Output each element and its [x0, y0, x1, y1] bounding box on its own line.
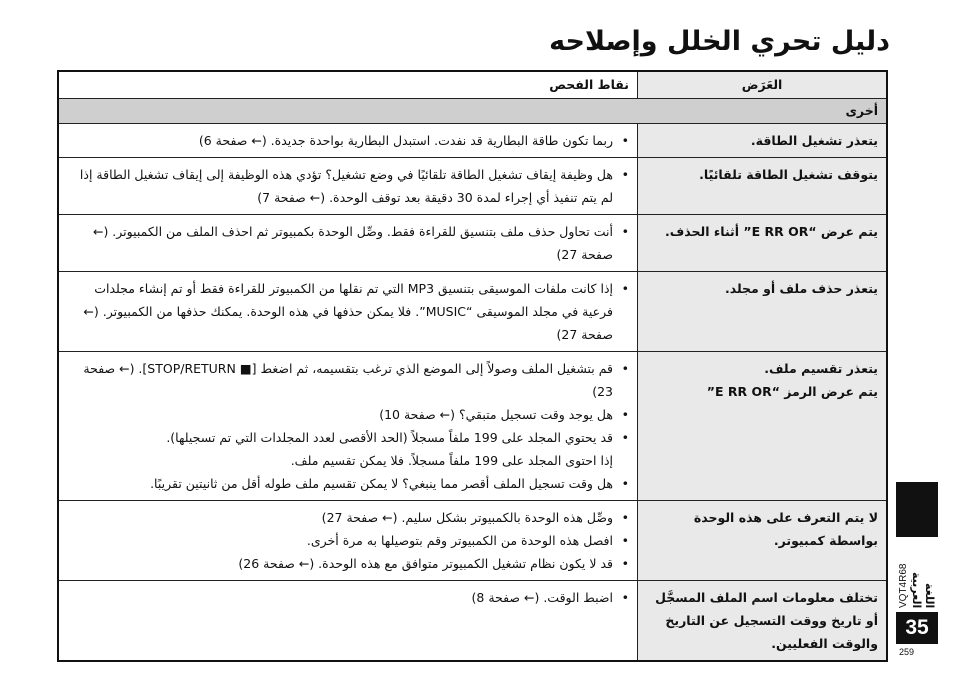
check-list: [67, 506, 629, 575]
troubleshooting-table: [57, 70, 888, 662]
language-tab-block: [896, 482, 938, 537]
check-list: [67, 129, 629, 152]
check-list: [67, 357, 629, 449]
table-row: [58, 352, 887, 501]
check-item: • اضبط الوقت. (← صفحة 8): [67, 586, 613, 609]
problem-cell: [638, 352, 888, 501]
page-title: دليل تحري الخلل وإصلاحه: [549, 26, 890, 57]
language-label: اللغة العربية: [910, 571, 936, 608]
problem-text: يتعذر تقسيم ملف.: [764, 361, 878, 376]
section-row: [58, 99, 887, 124]
problem-cell: [638, 215, 888, 272]
table-row: [58, 581, 887, 662]
check-list: [67, 220, 629, 266]
check-note: إذا احتوى المجلد على 199 ملفاً مسجلاً. فلا يمكن تقسيم ملف.: [290, 453, 613, 468]
table-row: [58, 501, 887, 581]
model-code: VQT4R68: [898, 563, 909, 608]
problem-cell: [638, 124, 888, 158]
table-row: [58, 272, 887, 352]
table-header-row: [58, 71, 887, 99]
problem-cell: [638, 272, 888, 352]
check-item: • أنت تحاول حذف ملف بتنسيق للقراءة فقط. وصِّل الوحدة بكمبيوتر ثم احذف الملف من الكمبيوتر. (← صفحة 27): [67, 220, 613, 266]
check-item: • قد يحتوي المجلد على 199 ملفاً مسجلاً (الحد الأقصى لعدد المجلدات التي تم تسجيلها).: [67, 426, 613, 449]
problem-cell: [638, 501, 888, 581]
section-label: أخرى: [58, 99, 887, 124]
check-item: • قم بتشغيل الملف وصولاً إلى الموضع الذي ترغب بتقسيمه، ثم اضغط [■ STOP/RETURN]. (← صفحة 23): [67, 357, 613, 403]
problem-text: تختلف معلومات اسم الملف المسجَّل أو تاريخ ووقت التسجيل عن التاريخ والوقت الفعليين.: [655, 590, 878, 651]
check-item: • افصل هذه الوحدة من الكمبيوتر وقم بتوصيلها به مرة أخرى.: [67, 529, 613, 552]
check-item: • وصِّل هذه الوحدة بالكمبيوتر بشكل سليم. (← صفحة 27): [67, 506, 613, 529]
problem-text: يتم عرض “E RR OR” أثناء الحذف.: [665, 224, 878, 239]
check-cell: [58, 124, 638, 158]
check-item: • قد لا يكون نظام تشغيل الكمبيوتر متوافق مع هذه الوحدة. (← صفحة 26): [67, 552, 613, 575]
problem-text: لا يتم التعرف على هذه الوحدة بواسطة كمبيوتر.: [693, 510, 878, 548]
problem-text: يتم عرض الرمز “E RR OR”: [706, 384, 878, 399]
problem-cell: [638, 158, 888, 215]
check-cell: [58, 158, 638, 215]
problem-text: يتوقف تشغيل الطاقة تلقائيًا.: [699, 167, 878, 182]
problem-text: يتعذر حذف ملف أو مجلد.: [724, 281, 878, 296]
check-item: • هل يوجد وقت تسجيل متبقي؟ (← صفحة 10): [67, 403, 613, 426]
check-item: • ربما تكون طاقة البطارية قد نفدت. استبدل البطارية بواحدة جديدة. (← صفحة 6): [67, 129, 613, 152]
side-label: [896, 540, 938, 612]
check-item: • إذا كانت ملفات الموسيقى بتنسيق MP3 التي تم نقلها من الكمبيوتر للقراءة فقط أو تم إنشاء مجلدات فرعية في مجلد الموسيقى “MUSIC”. فلا يمكن حذفها في هذه الوحدة. يمكنك حذفها من الكمبيوتر. (← صفحة 27): [67, 277, 613, 346]
problem-text: يتعذر تشغيل الطاقة.: [750, 133, 878, 148]
check-cell: [58, 215, 638, 272]
check-cell: [58, 581, 638, 662]
check-cell: [58, 272, 638, 352]
table-row: [58, 158, 887, 215]
table-row: [58, 124, 887, 158]
page-sub-number: 259: [899, 647, 915, 657]
check-cell: [58, 352, 638, 501]
page-number: 35: [896, 612, 938, 644]
problem-cell: [638, 581, 888, 662]
check-list: [67, 586, 629, 609]
check-item: • هل وظيفة إيقاف تشغيل الطاقة تلقائيًا في وضع تشغيل؟ تؤدي هذه الوظيفة إلى إيقاف تشغيل الطاقة إذا لم يتم تنفيذ أي إجراء لمدة 30 دقيقة بعد توقف الوحدة. (← صفحة 7): [67, 163, 613, 209]
check-item: • هل وقت تسجيل الملف أقصر مما ينبغي؟ لا يمكن تقسيم ملف طوله أقل من ثانيتين تقريبًا.: [67, 472, 613, 495]
table-row: [58, 215, 887, 272]
check-cell: [58, 501, 638, 581]
check-list: [67, 277, 629, 346]
check-list: [67, 163, 629, 209]
header-problem: العَرَض: [638, 71, 888, 99]
check-list: [67, 472, 629, 495]
header-check: نقاط الفحص: [58, 71, 638, 99]
